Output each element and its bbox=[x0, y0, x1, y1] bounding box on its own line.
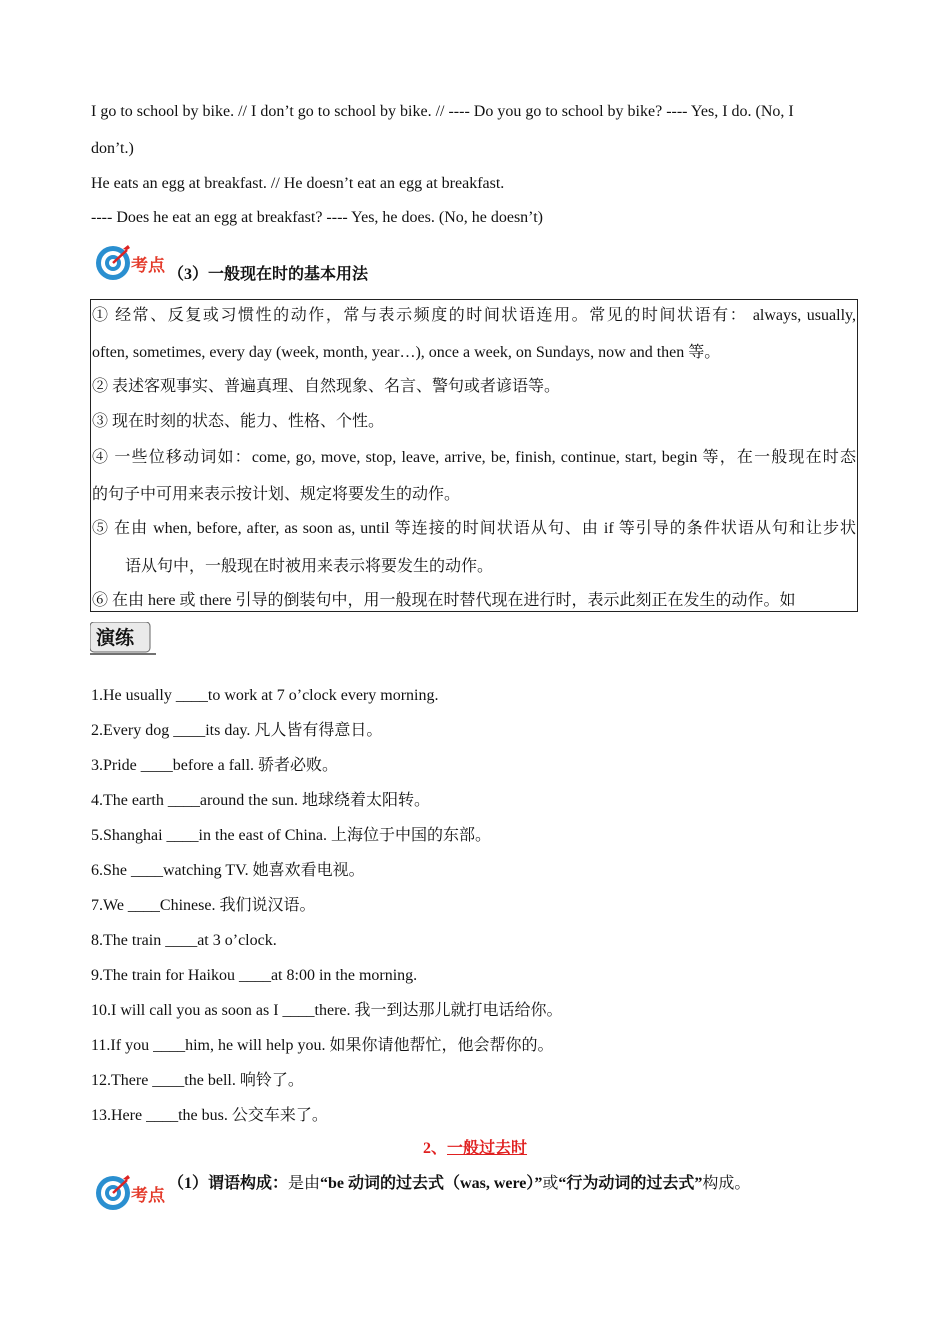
exercise-5: 5.Shanghai ____in the east of China. 上海位于中国的东部。 bbox=[91, 827, 491, 844]
practice-label: 演练 bbox=[96, 627, 135, 649]
intro-line-2: don’t.) bbox=[91, 140, 134, 157]
practice-label-icon bbox=[90, 622, 156, 656]
exercise-6: 6.She ____watching TV. 她喜欢看电视。 bbox=[91, 862, 365, 879]
section3-heading: （3）一般现在时的基本用法 bbox=[168, 266, 369, 283]
kaodian-label-2: 考点 bbox=[131, 1186, 165, 1206]
intro-line-3: He eats an egg at breakfast. // He doesn’t eat an egg at breakfast. bbox=[91, 175, 505, 192]
section2-sub1-bold-b: “行为动词的过去式” bbox=[558, 1175, 703, 1192]
usage-item-5-line-2: 语从句中，一般现在时被用来表示将要发生的动作。 bbox=[125, 558, 494, 575]
section2-sub1 bbox=[168, 1174, 750, 1194]
section2-title-text: 一般过去时 bbox=[447, 1140, 528, 1157]
usage-item-6: ⑥ 在由 here 或 there 引导的倒装句中，用一般现在时替代现在进行时，表示此刻正在发生的动作。如 bbox=[92, 592, 796, 609]
exercise-3: 3.Pride ____before a fall. 骄者必败。 bbox=[91, 757, 339, 774]
intro-line-1: I go to school by bike. // I don’t go to school by bike. // ---- Do you go to school by bike? ---- Yes, I do. (No, I bbox=[91, 103, 794, 120]
section2-sub1-text-a: 是由 bbox=[288, 1175, 321, 1192]
exercise-4: 4.The earth ____around the sun. 地球绕着太阳转。 bbox=[91, 792, 431, 809]
kaodian-label-1: 考点 bbox=[131, 256, 165, 276]
section2-title bbox=[0, 1139, 950, 1159]
exercise-7: 7.We ____Chinese. 我们说汉语。 bbox=[91, 897, 316, 914]
exercise-9: 9.The train for Haikou ____at 8:00 in the morning. bbox=[91, 967, 418, 984]
section2-sub1-text-c: 构成。 bbox=[702, 1175, 751, 1192]
target-icon bbox=[95, 244, 167, 282]
section2-number: 2、 bbox=[422, 1140, 447, 1157]
section2-sub1-label: （1）谓语构成： bbox=[168, 1175, 289, 1192]
usage-item-1-line-1: ① 经常、反复或习惯性的动作，常与表示频度的时间状语连用。常见的时间状语有： always, usually, bbox=[92, 307, 856, 324]
exercise-12: 12.There ____the bell. 响铃了。 bbox=[91, 1072, 304, 1089]
usage-box bbox=[90, 299, 858, 612]
exercise-11: 11.If you ____him, he will help you. 如果你请他帮忙，他会帮你的。 bbox=[91, 1037, 554, 1054]
exercise-13: 13.Here ____the bus. 公交车来了。 bbox=[91, 1107, 328, 1124]
usage-item-1-line-2: often, sometimes, every day (week, month, year…), once a week, on Sundays, now and then 等。 bbox=[92, 344, 721, 361]
exercise-1: 1.He usually ____to work at 7 o’clock every morning. bbox=[91, 687, 439, 704]
usage-item-3: ③ 现在时刻的状态、能力、性格、个性。 bbox=[92, 413, 385, 430]
section2-sub1-text-b: 或 bbox=[542, 1175, 559, 1192]
usage-item-2: ② 表述客观事实、普遍真理、自然现象、名言、警句或者谚语等。 bbox=[92, 378, 561, 395]
exercise-10: 10.I will call you as soon as I ____there. 我一到达那儿就打电话给你。 bbox=[91, 1002, 563, 1019]
usage-item-4-line-2: 的句子中可用来表示按计划、规定将要发生的动作。 bbox=[92, 486, 461, 503]
usage-item-4-line-1: ④ 一些位移动词如：come, go, move, stop, leave, arrive, be, finish, continue, start, begin 等，在一般现在时态 bbox=[92, 449, 856, 466]
target-icon bbox=[95, 1174, 167, 1212]
intro-line-4: ---- Does he eat an egg at breakfast? ---- Yes, he does. (No, he doesn’t) bbox=[91, 209, 543, 226]
section2-sub1-bold-a: “be 动词的过去式（was, were）” bbox=[320, 1175, 543, 1192]
usage-item-5-line-1: ⑤ 在由 when, before, after, as soon as, until 等连接的时间状语从句、由 if 等引导的条件状语从句和让步状 bbox=[92, 520, 856, 537]
exercise-8: 8.The train ____at 3 o’clock. bbox=[91, 932, 277, 949]
exercise-2: 2.Every dog ____its day. 凡人皆有得意日。 bbox=[91, 722, 383, 739]
